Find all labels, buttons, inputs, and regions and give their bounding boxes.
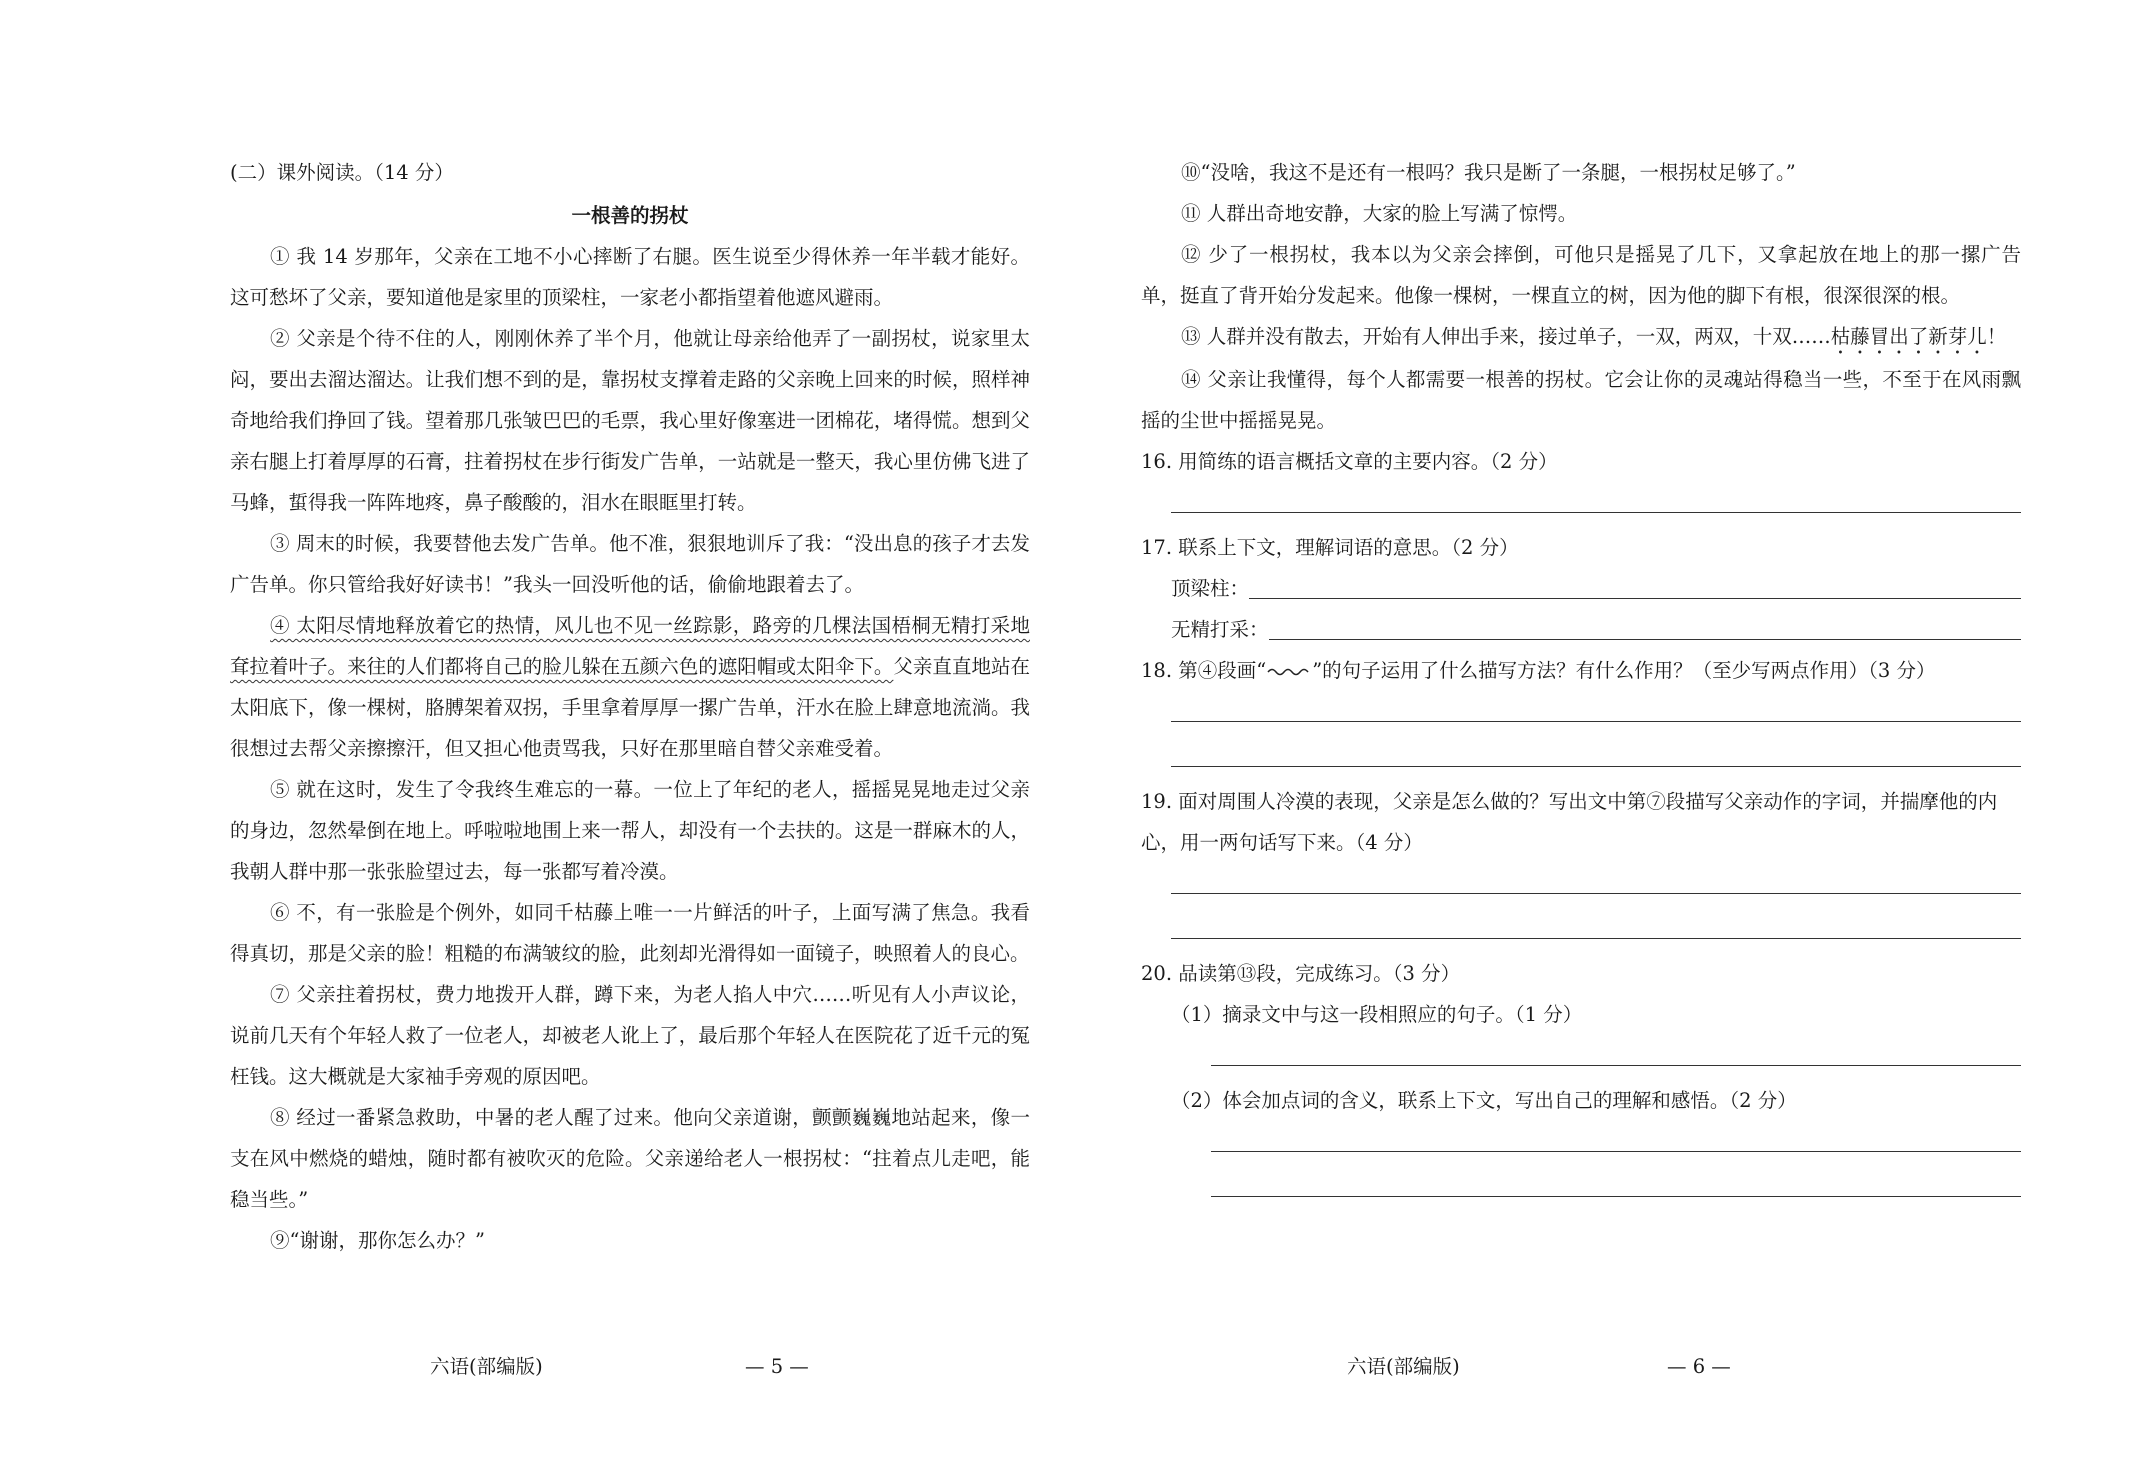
answer-row-17a bbox=[1141, 568, 2021, 609]
paragraph-13 bbox=[1141, 316, 2021, 359]
footer-page-number: — 6 — bbox=[1667, 1355, 1731, 1378]
question-18-prefix: 18. 第④段画“ bbox=[1141, 659, 1267, 682]
dotted-emphasis-words: 枯藤冒出了新芽儿 bbox=[1830, 325, 1987, 348]
paragraph-6: ⑥ 不，有一张脸是个例外，如同千枯藤上唯一一片鲜活的叶子，上面写满了焦急。我看得真切，那是父亲的脸！粗糙的布满皱纹的脸，此刻却光滑得如一面镜子，映照着人的良心。 bbox=[230, 901, 1030, 965]
question-17: 17. 联系上下文，理解词语的意思。（2 分） bbox=[1141, 536, 1519, 559]
paragraph-7: ⑦ 父亲拄着拐杖，费力地拨开人群，蹲下来，为老人掐人中穴……听见有人小声议论，说前几天有个年轻人救了一位老人，却被老人讹上了，最后那个年轻人在医院花了近千元的冤枉钱。这大概就是大家袖手旁观的原因吧。 bbox=[230, 983, 1030, 1088]
answer-line-20-1[interactable] bbox=[1211, 1035, 2021, 1066]
wavy-line-icon bbox=[1266, 665, 1312, 679]
question-20-2: （2）体会加点词的含义，联系上下文，写出自己的理解和感悟。（2 分） bbox=[1171, 1089, 1797, 1112]
question-20: 20. 品读第⑬段，完成练习。（3 分） bbox=[1141, 962, 1461, 985]
section-heading: (二）课外阅读。（14 分） bbox=[230, 161, 454, 184]
answer-row-17b bbox=[1141, 609, 2021, 650]
answer-line-19a[interactable] bbox=[1171, 863, 2021, 894]
wavy-underlined-sentence: ④ 太阳尽情地释放着它的热情，风儿也不见一丝踪影，路旁的几棵法国梧桐无精打采地耷拉着叶子。来往的人们都将自己的脸儿躲在五颜六色的遮阳帽或太阳伞下。 bbox=[230, 614, 1030, 678]
paragraph-1: ① 我 14 岁那年，父亲在工地不小心摔断了右腿。医生说至少得休养一年半载才能好。这可愁坏了父亲，要知道他是家里的顶梁柱，一家老小都指望着他遮风避雨。 bbox=[230, 245, 1030, 309]
footer-title: 六语(部编版) bbox=[1347, 1355, 1460, 1378]
paragraph-9: ⑨“谢谢，那你怎么办？” bbox=[270, 1229, 485, 1252]
question-16: 16. 用简练的语言概括文章的主要内容。（2 分） bbox=[1141, 450, 1558, 473]
paragraph-4 bbox=[230, 605, 1030, 769]
paragraph-2: ② 父亲是个待不住的人，刚刚休养了半个月，他就让母亲给他弄了一副拐杖，说家里太闷，要出去溜达溜达。让我们想不到的是，靠拐杖支撑着走路的父亲晚上回来的时候，照样神奇地给我们挣回了钱。望着那几张皱巴巴的毛票，我心里好像塞进一团棉花，堵得慌。想到父亲右腿上打着厚厚的石膏，拄着拐杖在步行街发广告单，一站就是一整天，我心里仿佛飞进了马蜂，蜇得我一阵阵地疼，鼻子酸酸的，泪水在眼眶里打转。 bbox=[230, 327, 1030, 514]
footer-title: 六语(部编版) bbox=[430, 1355, 543, 1378]
answer-line-19b[interactable] bbox=[1171, 908, 2021, 939]
page-6 bbox=[1077, 0, 2154, 1474]
answer-line-17a[interactable] bbox=[1249, 576, 2021, 599]
left-column bbox=[230, 152, 1030, 1261]
question-18 bbox=[1141, 650, 2021, 691]
paragraph-5: ⑤ 就在这时，发生了令我终生难忘的一幕。一位上了年纪的老人，摇摇晃晃地走过父亲的身边，忽然晕倒在地上。呼啦啦地围上来一帮人，却没有一个去扶的。这是一群麻木的人，我朝人群中那一张张脸望过去，每一张都写着冷漠。 bbox=[230, 778, 1030, 883]
paragraph-11: ⑪ 人群出奇地安静，大家的脸上写满了惊愕。 bbox=[1181, 202, 1578, 225]
answer-line-18b[interactable] bbox=[1171, 736, 2021, 767]
answer-line-17b[interactable] bbox=[1269, 617, 2021, 640]
paragraph-4-rest: 父亲直直地站在太阳底下，像一棵树，胳膊架着双拐，手里拿着厚厚一摞广告单，汗水在脸上肆意地流淌。我很想过去帮父亲擦擦汗，但又担心他责骂我，只好在那里暗自替父亲难受着。 bbox=[230, 655, 1030, 760]
term-label: 顶梁柱： bbox=[1171, 577, 1250, 600]
question-19: 19. 面对周围人冷漠的表现，父亲是怎么做的？写出文中第⑦段描写父亲动作的字词，并揣摩他的内心，用一两句话写下来。（4 分） bbox=[1141, 790, 1998, 854]
footer-page-number: — 5 — bbox=[745, 1355, 809, 1378]
right-column bbox=[1141, 152, 2021, 1211]
paragraph-13-text: ⑬ 人群并没有散去，开始有人伸出手来，接过单子，一双，两双，十双…… bbox=[1181, 325, 1831, 348]
paragraph-8: ⑧ 经过一番紧急救助，中暑的老人醒了过来。他向父亲道谢，颤颤巍巍地站起来，像一支在风中燃烧的蜡烛，随时都有被吹灭的危险。父亲递给老人一根拐杖：“拄着点儿走吧，能稳当些。” bbox=[230, 1106, 1030, 1211]
question-18-suffix: ”的句子运用了什么描写方法？有什么作用？（至少写两点作用）（3 分） bbox=[1312, 659, 1936, 682]
paragraph-12: ⑫ 少了一根拐杖，我本以为父亲会摔倒，可他只是摇晃了几下，又拿起放在地上的那一摞广告单，挺直了背开始分发起来。他像一棵树，一棵直立的树，因为他的脚下有根，很深很深的根。 bbox=[1141, 243, 2021, 307]
paragraph-3: ③ 周末的时候，我要替他去发广告单。他不准，狠狠地训斥了我：“没出息的孩子才去发广告单。你只管给我好好读书！”我头一回没听他的话，偷偷地跟着去了。 bbox=[230, 532, 1030, 596]
answer-line-20-2a[interactable] bbox=[1211, 1121, 2021, 1152]
paragraph-10: ⑩“没啥，我这不是还有一根吗？我只是断了一条腿，一根拐杖足够了。” bbox=[1181, 161, 1796, 184]
answer-line-16[interactable] bbox=[1171, 482, 2021, 513]
paragraph-13-end: ！ bbox=[1986, 325, 2007, 348]
question-20-1: （1）摘录文中与这一段相照应的句子。（1 分） bbox=[1171, 1003, 1583, 1026]
answer-line-20-2b[interactable] bbox=[1211, 1166, 2021, 1197]
article-title: 一根善的拐杖 bbox=[571, 204, 689, 227]
answer-line-18a[interactable] bbox=[1171, 691, 2021, 722]
term-label: 无精打采： bbox=[1171, 618, 1269, 641]
paragraph-14: ⑭ 父亲让我懂得，每个人都需要一根善的拐杖。它会让你的灵魂站得稳当一些，不至于在风雨飘摇的尘世中摇摇晃晃。 bbox=[1141, 368, 2021, 432]
